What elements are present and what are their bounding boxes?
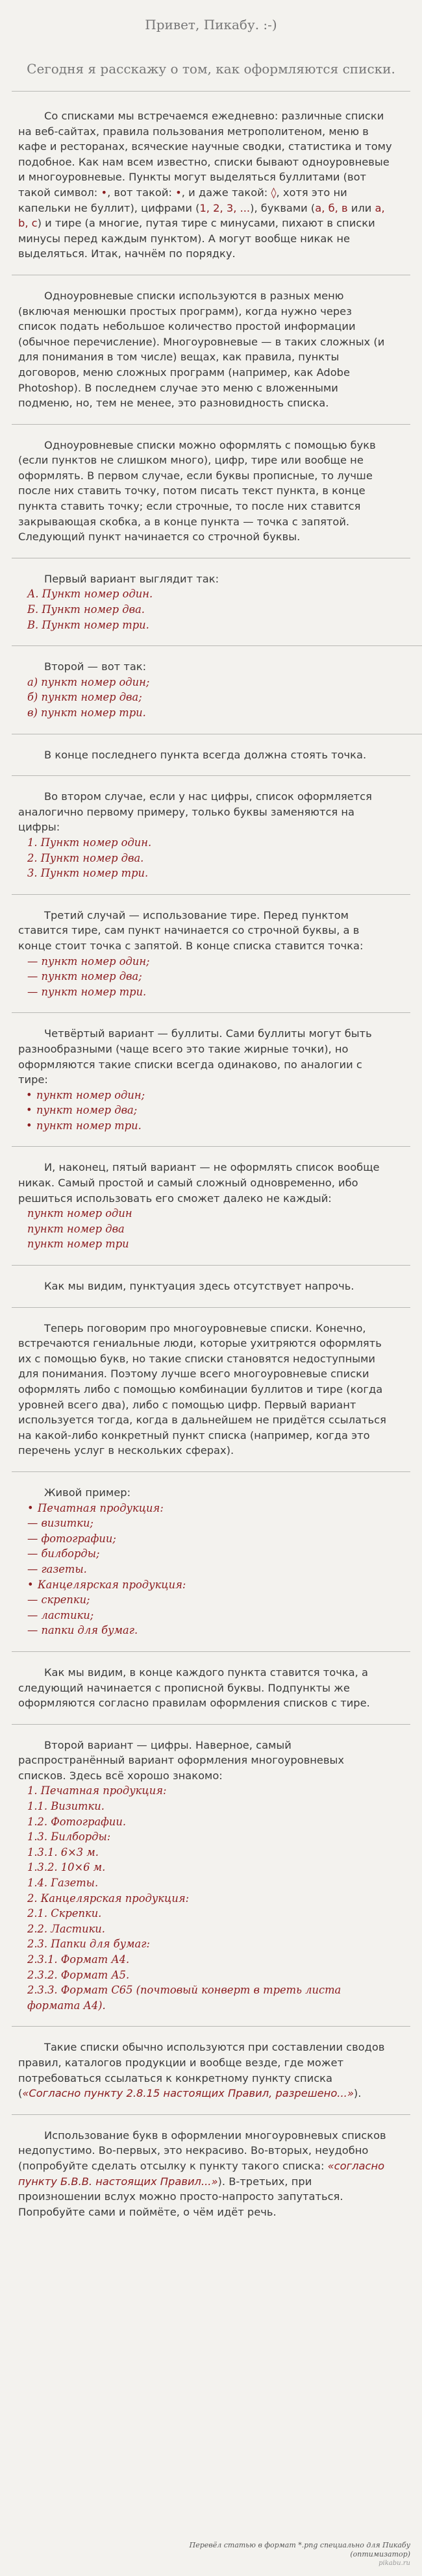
latin-letters-example: a, b, c [18,201,385,230]
list-item: 2.1. Скрепки. [27,1907,102,1920]
intro-text: , вот такой: [107,186,176,199]
list-item-level-2: — скрепки; [27,1594,90,1607]
divider [12,91,410,92]
paragraph-text: ). [353,2087,362,2100]
example-label: Первый вариант выглядит так: [44,572,219,585]
divider [12,1724,410,1725]
list-item: • пункт номер один; [18,1088,392,1103]
divider [12,1012,410,1013]
uppercase-letter-list [18,586,392,632]
section-references [0,2040,422,2101]
paragraph: Как мы видим, пунктуация здесь отсутствует напрочь. [44,1280,354,1293]
divider [12,1146,410,1147]
quoted-reference: «Согласно пункту 2.8.15 настоящих Правил, разрешено...» [22,2087,354,2100]
list-item: 2. Канцелярская продукция: [27,1892,190,1905]
paragraph-text: Использование букв в оформлении многоуровневых списков недопустимо. Во-первых, это некрасиво. Во-вторых, неудобно (попробуйте сделать отсылку к пункту такого списка: [18,2129,386,2172]
quoted-reference: «согласно пункту Б.В.В. настоящих Правил...» [18,2159,385,2188]
paragraph: Теперь поговорим про многоуровневые списки. Конечно, встречаются гениальные люди, которые ухитряются оформлять их с помощью букв, но такие списки становятся недоступными для понимания. Поэтому лучше всего многоуровневые списки оформлять либо с помощью комбинации буллитов и тире (когда уровней всего два), либо с помощью цифр. Первый вариант используется тогда, когда в дальнейшем не придётся ссылаться на какой-либо конкретный пункт списка (например, когда это перечень услуг в нескольких сферах). [18,1321,386,1457]
list-item: пункт номер два [27,1222,125,1235]
intro-text: ), буквами ( [250,201,316,214]
divider [12,775,410,776]
paragraph: Четвёртый вариант — буллиты. Сами буллиты могут быть разнообразными (чаще всего это такие жирные точки), но оформляются такие списки всегда одинаково, по аналогии с тире: [18,1027,372,1086]
list-item: 1. Печатная продукция: [27,1784,167,1797]
list-item: 2.2. Ластики. [27,1922,105,1935]
section-letters-multilevel [0,2128,422,2220]
list-item: 2.3. Папки для бумаг: [27,1938,150,1951]
section-live-example [0,1485,422,1638]
section-single-level [0,288,422,411]
list-item-level-2: — билборды; [27,1547,100,1560]
list-item: — пункт номер один; [27,955,150,968]
intro-text: , хотя это ни капельки не буллит), цифрами ( [18,186,347,214]
list-item: Б. Пункт номер два. [27,603,145,616]
cyrillic-letters-example: а, б, в [315,201,348,214]
section-numbered-multilevel [0,1738,422,2014]
section-no-marker [0,1160,422,1252]
divider [12,894,410,895]
intro-text: ) и тире (а многие, путая тире с минусами, пихают в списки минусы перед каждым пунктом). А могут вообще никак не выделяться. Итак, начнём по порядку. [18,217,375,260]
multilevel-numbered-list [18,1783,392,2013]
section-digits [0,789,422,881]
list-item: 1.3. Билборды: [27,1831,111,1844]
dash-list [18,954,392,1000]
paragraph: Одноуровневые списки можно оформлять с помощью букв (если пунктов не слишком много), цифр, тире или вообще не оформлять. В первом случае, если буквы прописные, то лучше после них ставить точку, потом писать текст пункта, в конце пункта ставить точку; если строчные, то после них ставится закрывающая скобка, а в конце пункта — точка с запятой. Следующий пункт начинается со строчной буквы. [18,438,376,544]
list-item: в) пункт номер три. [27,707,146,719]
list-item: 3. Пункт номер три. [27,867,149,880]
footer [190,2541,410,2568]
intro-text: или [347,201,375,214]
bullet-example: • [175,186,182,199]
footer-credit: Перевёл статью в формат *.png специально для Пикабу [189,2541,410,2549]
diamond-example: ◊ [271,186,277,199]
section-intro [0,108,422,262]
list-item-level-2: — папки для бумаг. [27,1624,138,1637]
paragraph [18,2040,392,2101]
list-item: 2. Пункт номер два. [27,851,144,864]
divider [12,1307,410,1308]
footer-credit-note: (оптимизатор) [350,2550,410,2558]
bullet-list [18,1088,392,1134]
greeting: Привет, Пикабу. :-) [145,17,277,32]
list-item: В. Пункт номер три. [27,618,149,631]
multilevel-bullet-list [18,1501,392,1638]
divider [12,1471,410,1472]
list-item: 2.3.3. Формат С65 (почтовый конверт в треть листа формата А4). [27,1984,341,2012]
paragraph-text: Такие списки обычно используются при составлении сводов правил, каталогов продукции и вообще везде, где может потребоваться ссылаться к конкретному пункту списка ( [18,2041,385,2100]
paragraph: И, наконец, пятый вариант — не оформлять список вообще никак. Самый простой и самый сложный одновременно, ибо решиться использовать его сможет далеко не каждый: [18,1161,380,1205]
list-item: 1.3.2. 10×6 м. [27,1861,106,1874]
list-item: 1.4. Газеты. [27,1877,99,1890]
intro-text: , и даже такой: [181,186,271,199]
paragraph: Второй вариант — цифры. Наверное, самый распространённый вариант оформления многоуровневых списков. Здесь всё хорошо знакомо: [18,1738,345,1782]
list-item-level-2: — фотографии; [27,1532,116,1545]
section-multilevel-notes [0,1665,422,1711]
paragraph: Как мы видим, в конце каждого пункта ставится точка, а следующий начинается с прописной буквы. Подпункты же оформляются согласно правилам оформления списков с тире. [18,1666,370,1710]
section-punctuation [0,1279,422,1294]
list-item: 1.2. Фотографии. [27,1815,127,1828]
example-label: Живой пример: [44,1486,131,1499]
footer-watermark: pikabu.ru [379,2560,410,2567]
section-letters-examples [0,571,422,762]
list-item-level-2: — визитки; [27,1517,93,1530]
list-item: пункт номер один [27,1207,132,1220]
list-item: б) пункт номер два; [27,691,142,704]
list-item: 1.1. Визитки. [27,1800,105,1813]
section-letters [0,438,422,545]
numbered-list [18,835,392,881]
paragraph: В конце последнего пункта всегда должна стоять точка. [44,748,367,761]
paragraph: Во втором случае, если у нас цифры, список оформляется аналогично первому примеру, только буквы заменяются на цифры: [18,790,372,834]
divider [12,2026,410,2027]
paragraph-text: ). В-третьих, при произношении вслух можно просто-напросто запутаться. Попробуйте сами и поймёте, о чём идёт речь. [18,2175,343,2218]
list-item: 2.3.2. Формат А5. [27,1968,130,1981]
lowercase-letter-list [18,675,392,721]
paragraph: Одноуровневые списки используются в разных меню (включая менюшки простых программ), когда нужно через список подать небольшое количество простой информации (обычное перечисление). Многоуровневые — в таких сложных (и для понимания в том числе) вещах, как правила, пункты договоров, меню сложных программ (например, как Adobe Photoshop). В последнем случае это меню с вложенными подменю, но, тем не менее, это разновидность списка. [18,289,385,410]
list-item: А. Пункт номер один. [27,588,153,601]
list-item: • пункт номер три. [18,1118,392,1134]
list-item: пункт номер три [27,1238,129,1251]
list-item: а) пункт номер один; [27,675,150,688]
paragraph [18,2128,392,2220]
page-subtitle: Сегодня я расскажу о том, как оформляются списки. [27,61,395,77]
example-label: Второй — вот так: [44,660,147,673]
list-item-level-2: — газеты. [27,1562,87,1575]
divider [12,424,410,425]
intro-text: Со списками мы встречаемся ежедневно: различные списки на веб-сайтах, правила пользования метрополитеном, меню в кафе и ресторанах, всяческие научные сводки, статистика и тому подобное. Как нам всем известно, списки бывают одноуровневые и многоуровневые. Пункты могут выделяться буллитами (вот такой символ: [18,110,392,199]
list-item: 1. Пункт номер один. [27,836,152,849]
list-item: — пункт номер два; [27,970,142,983]
section-multilevel [0,1321,422,1458]
list-item: — пункт номер три. [27,985,147,998]
list-item-level-1: • Печатная продукция: [18,1501,392,1516]
list-item: 1.3.1. 6×3 м. [27,1845,99,1858]
list-item-level-2: — ластики; [27,1608,94,1621]
intro-paragraph [18,108,392,262]
divider [12,645,422,646]
divider [12,1265,410,1266]
paragraph: Третий случай — использование тире. Перед пунктом ставится тире, сам пункт начинается со строчной буквы, а в конце стоит точка с запятой. В конце списка ставится точка: [18,908,364,952]
digits-example: 1, 2, 3, ... [199,201,251,214]
section-bullets [0,1026,422,1133]
divider [12,2114,410,2115]
divider [12,1651,410,1652]
section-dash [0,908,422,1000]
plain-list [18,1206,392,1252]
list-item-level-1: • Канцелярская продукция: [18,1577,392,1593]
bullet-example: • [101,186,108,199]
article-header [0,0,422,78]
list-item: 2.3.1. Формат А4. [27,1953,130,1966]
list-item: • пункт номер два; [18,1103,392,1118]
